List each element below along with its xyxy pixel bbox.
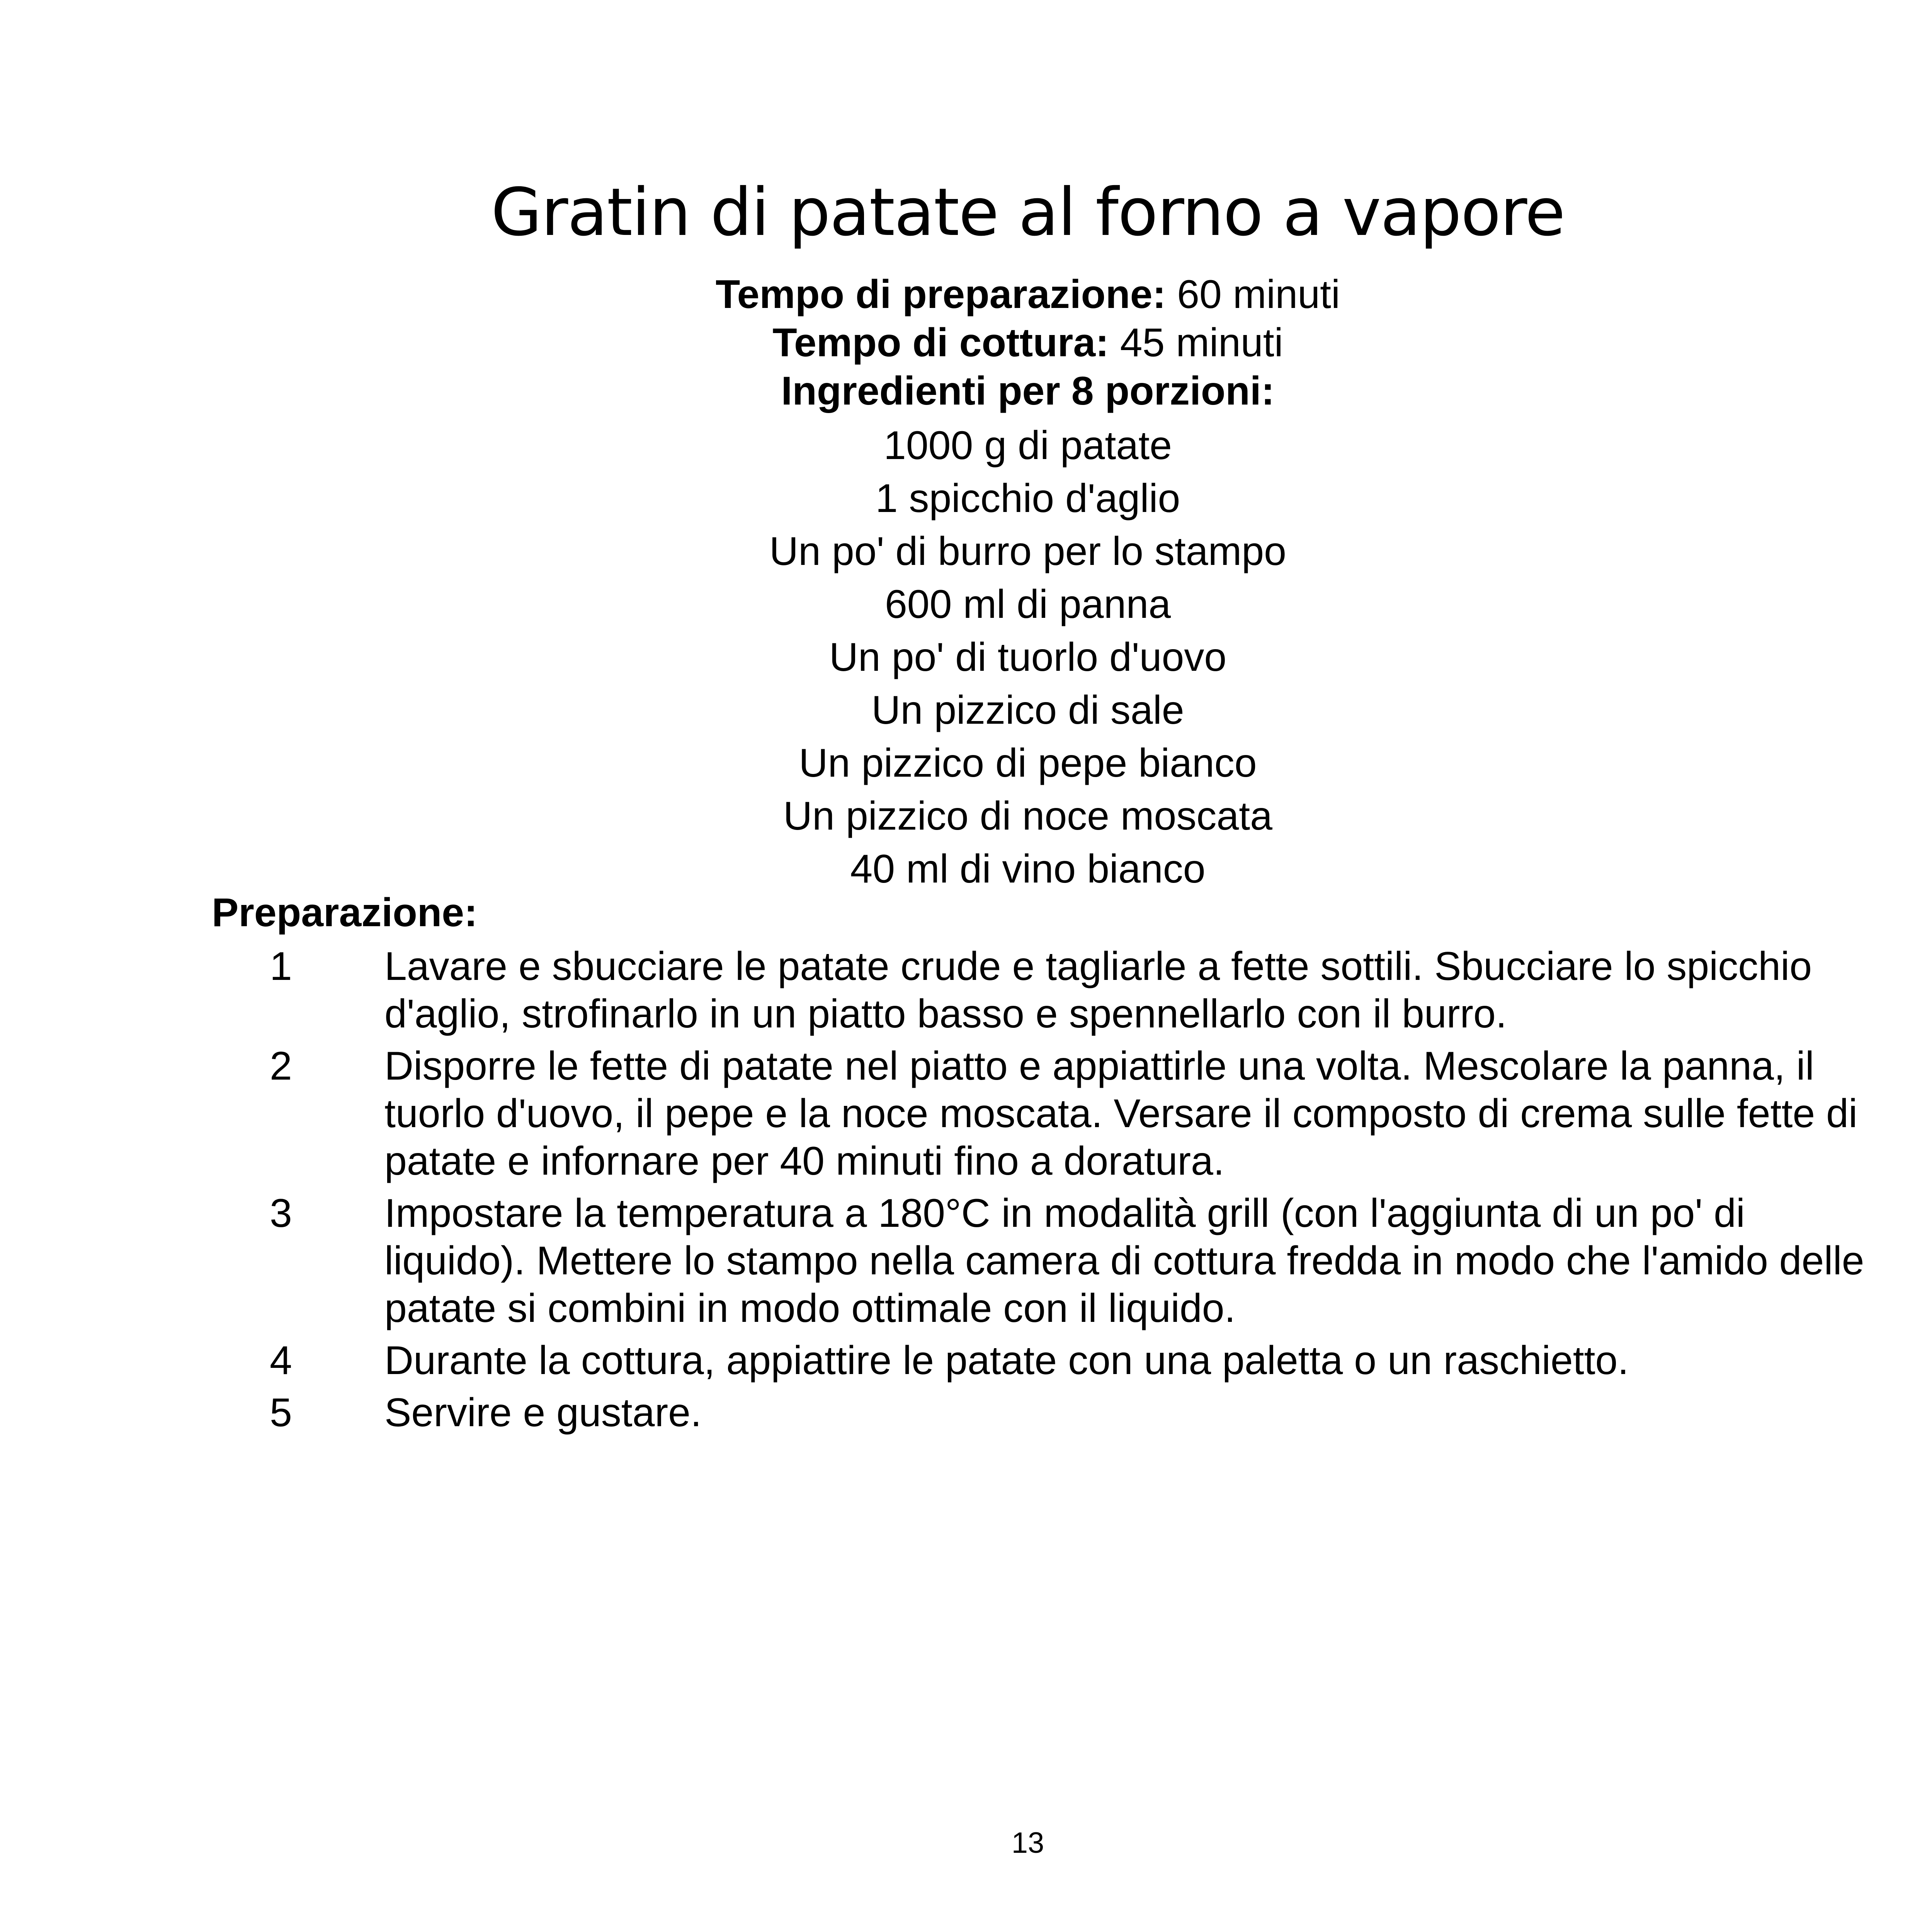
step-number: 1	[270, 944, 292, 989]
ingredient-item: Un po' di burro per lo stampo	[769, 529, 1286, 574]
step-text: Disporre le fette di patate nel piatto e appiattirle una volta. Mescolare la panna, il tuorlo d'uovo, il pepe e la noce moscata. Versare il composto di crema sulle fette di patate e infornare per 40 minuti fino a doratura.	[384, 1044, 1858, 1184]
step-number: 5	[270, 1390, 292, 1435]
ingredient-item: Un pizzico di noce moscata	[783, 794, 1272, 838]
cook-time-label: Tempo di cottura:	[772, 320, 1109, 365]
prep-time-line	[0, 270, 1932, 319]
step-text: Lavare e sbucciare le patate crude e tagliarle a fette sottili. Sbucciare lo spicchio d'aglio, strofinarlo in un piatto basso e spennellarlo con il burro.	[384, 944, 1812, 1036]
cook-time-value: 45 minuti	[1120, 320, 1283, 365]
ingredient-item: Un pizzico di sale	[871, 688, 1184, 733]
recipe-title: Gratin di patate al forno a vapore	[491, 174, 1565, 251]
ingredient-list	[0, 419, 1932, 896]
ingredient-item: 600 ml di panna	[884, 582, 1171, 627]
ingredient-item: 1 spicchio d'aglio	[875, 476, 1180, 521]
preparation-steps	[0, 943, 1932, 1441]
step-item	[0, 943, 1932, 1038]
ingredients-heading	[0, 367, 1932, 415]
step-number: 3	[270, 1191, 292, 1236]
step-text: Impostare la temperatura a 180°C in modalità grill (con l'aggiunta di un po' di liquido). Mettere lo stampo nella camera di cottura fredda in modo che l'amido delle patate si combini in modo ottimale con il liquido.	[384, 1191, 1864, 1331]
ingredients-label: Ingredienti per 8 porzioni:	[781, 369, 1275, 413]
ingredient-item: 40 ml di vino bianco	[850, 847, 1206, 891]
step-text: Servire e gustare.	[384, 1390, 702, 1435]
step-item	[0, 1337, 1932, 1384]
cook-time-line	[0, 319, 1932, 367]
prep-time-label: Tempo di preparazione:	[715, 272, 1166, 317]
step-item	[0, 1043, 1932, 1185]
ingredient-item: Un pizzico di pepe bianco	[799, 741, 1257, 786]
step-item	[0, 1389, 1932, 1437]
preparation-heading: Preparazione:	[212, 890, 478, 935]
ingredient-item: 1000 g di patate	[884, 423, 1172, 468]
step-item	[0, 1190, 1932, 1332]
step-number: 4	[270, 1338, 292, 1383]
ingredient-item: Un po' di tuorlo d'uovo	[829, 635, 1227, 680]
prep-time-value: 60 minuti	[1177, 272, 1340, 317]
page-number: 13	[1011, 1827, 1044, 1859]
step-text: Durante la cottura, appiattire le patate con una paletta o un raschietto.	[384, 1338, 1629, 1383]
step-number: 2	[270, 1044, 292, 1088]
